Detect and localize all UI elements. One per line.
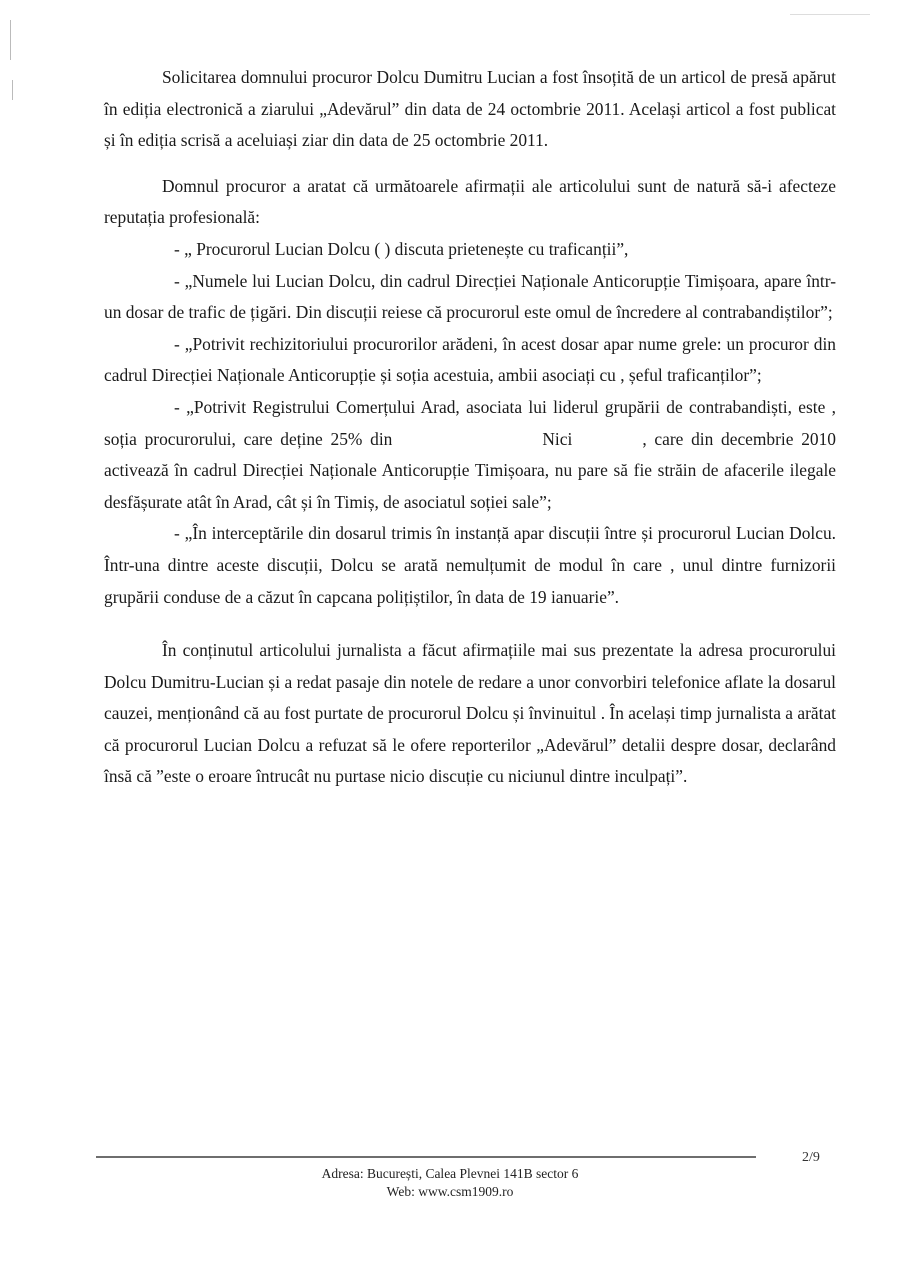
paragraph-statements-intro: Domnul procuror a aratat că următoarele afirmații ale articolului sunt de natură să-i afecteze reputația profesională: xyxy=(104,175,836,228)
quote-1: - „ Procurorul Lucian Dolcu ( ) discuta prietenește cu traficanții”, xyxy=(174,238,629,259)
quote-2: - „Numele lui Lucian Dolcu, din cadrul Direcției Naționale Anticorupție Timișoara, apare într-un dosar de trafic de țigări. Din discuții reiese că procurorul este omul de încredere al contrabandiștilor”; xyxy=(104,270,836,323)
quote-4-part-c: , care din decembrie 2010 activează în cadrul Direcției Naționale Anticorupție Timișoara, nu pare să fie străin de afacerile ilegale desfășurate atât în Arad, cât și în Timiș, de asociatul soției sale”; xyxy=(104,428,836,512)
document-body xyxy=(104,62,836,793)
redacted-block xyxy=(392,432,542,446)
quote-4 xyxy=(104,392,836,518)
page-number: 2/9 xyxy=(802,1150,820,1165)
paragraph-request: Solicitarea domnului procuror Dolcu Dumitru Lucian a fost însoțită de un articol de presă apărut în ediția electronică a ziarului „Adevărul” din data de 24 octombrie 2011. Același articol a fost publicat și în ediția scrisă a aceluiași ziar din data de 25 octombrie 2011. xyxy=(104,67,836,151)
footer xyxy=(0,1165,900,1201)
quote-3: - „Potrivit rechizitoriului procurorilor arădeni, în acest dosar apar nume grele: un procuror din cadrul Direcției Naționale Anticorupție și soția acestuia, ambii asociați cu , șeful traficanților”; xyxy=(104,333,836,386)
scan-mark-left xyxy=(10,20,11,60)
redacted-block xyxy=(572,432,642,446)
scan-mark-left-2 xyxy=(12,80,13,100)
quote-4-part-b: Nici xyxy=(542,428,573,449)
footer-address: Adresa: București, Calea Plevnei 141B sector 6 xyxy=(321,1166,579,1181)
scan-mark-top-right xyxy=(790,14,870,15)
quote-5: - „În interceptările din dosarul trimis în instanță apar discuții între și procurorul Lucian Dolcu. Într-una dintre aceste discuții, Dolcu se arată nemulțumit de modul în care , unul dintre furnizorii grupării conduse de a căzut în capcana polițiștilor, în data de 19 ianuarie”. xyxy=(104,523,836,607)
footer-divider xyxy=(96,1156,756,1158)
quote-4-part-a: - „Potrivit Registrului Comerțului Arad, asociata lui liderul grupării de contrabandiști, este , soția procurorului, care deține 25% din xyxy=(104,396,836,449)
footer-web: Web: www.csm1909.ro xyxy=(386,1184,514,1199)
paragraph-article-content: În conținutul articolului jurnalista a făcut afirmațiile mai sus prezentate la adresa procurorului Dolcu Dumitru-Lucian și a redat pasaje din notele de redare a unor convorbiri telefonice aflate la dosarul cauzei, menționând că au fost purtate de procurorul Dolcu și învinuitul . În același timp jurnalista a arătat că procurorul Lucian Dolcu a refuzat să le ofere reporterilor „Adevărul” detalii despre dosar, declarând însă că ”este o eroare întrucât nu purtase nicio discuție cu niciunul dintre inculpați”. xyxy=(104,640,836,787)
